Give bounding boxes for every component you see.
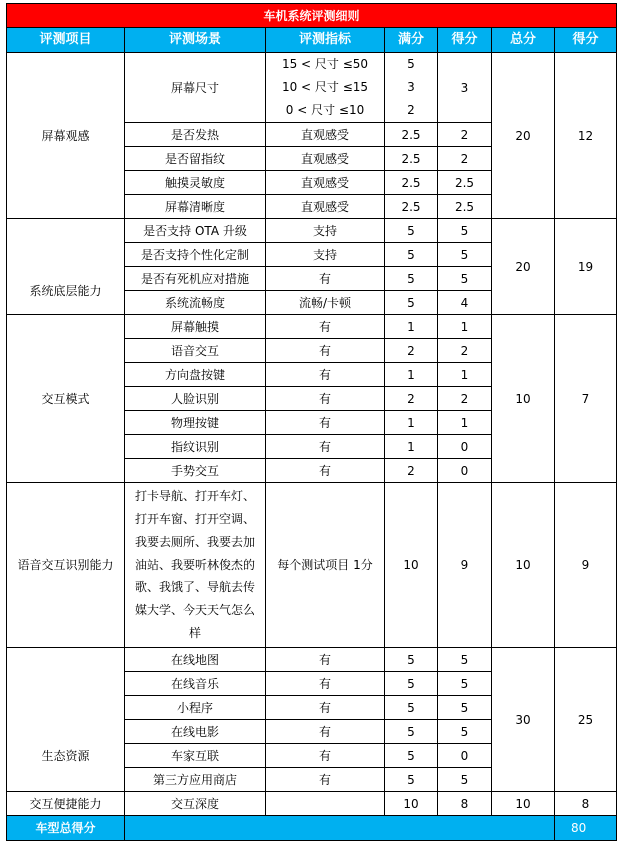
metric-cell: 有	[266, 744, 385, 768]
metric-cell: 有	[266, 387, 385, 411]
scene-cell: 屏幕触摸	[125, 315, 266, 339]
metric-cell: 有	[266, 696, 385, 720]
got-cell: 5	[438, 768, 492, 792]
table-row	[7, 315, 617, 339]
header-full-score: 满分	[385, 28, 438, 53]
metric-cell: 有	[266, 720, 385, 744]
total-cell: 20	[492, 219, 555, 315]
got-cell: 5	[438, 648, 492, 672]
header-got-score: 得分	[438, 28, 492, 53]
full-cell: 5	[385, 696, 438, 720]
scene-cell: 在线地图	[125, 648, 266, 672]
metric-cell: 有	[266, 768, 385, 792]
scene-cell: 触摸灵敏度	[125, 171, 266, 195]
scene-cell: 在线音乐	[125, 672, 266, 696]
got-cell: 0	[438, 459, 492, 483]
summary-value: 80	[555, 816, 617, 841]
got-cell: 1	[438, 363, 492, 387]
full-cell: 2	[385, 387, 438, 411]
got-cell: 3	[438, 53, 492, 123]
score-cell: 19	[555, 219, 617, 315]
full-cell: 5	[385, 219, 438, 243]
scene-cell: 是否支持 OTA 升级	[125, 219, 266, 243]
size-full: 2	[407, 103, 415, 117]
scene-cell: 是否发热	[125, 123, 266, 147]
got-cell: 2	[438, 339, 492, 363]
size-full: 3	[407, 80, 415, 94]
total-cell: 10	[492, 792, 555, 816]
full-cell: 5	[385, 243, 438, 267]
metric-cell	[266, 792, 385, 816]
total-cell: 30	[492, 648, 555, 792]
full-cell: 10	[385, 792, 438, 816]
header-total: 总分	[492, 28, 555, 53]
total-cell: 20	[492, 53, 555, 219]
score-cell: 12	[555, 53, 617, 219]
got-cell: 2.5	[438, 195, 492, 219]
scene-cell: 语音交互	[125, 339, 266, 363]
size-metric: 15 < 尺寸 ≤50	[281, 57, 369, 71]
header-metric: 评测指标	[266, 28, 385, 53]
full-cell: 1	[385, 435, 438, 459]
full-cell: 5	[385, 648, 438, 672]
project-cell: 交互便捷能力	[7, 792, 125, 816]
got-cell: 5	[438, 672, 492, 696]
full-cell: 2	[385, 339, 438, 363]
got-cell: 8	[438, 792, 492, 816]
score-cell: 9	[555, 483, 617, 648]
size-metric: 0 < 尺寸 ≤10	[285, 103, 365, 117]
full-cell: 1	[385, 411, 438, 435]
project-cell: 语音交互识别能力	[7, 483, 125, 648]
metric-cell: 直观感受	[266, 147, 385, 171]
scene-cell: 系统流畅度	[125, 291, 266, 315]
table-row	[7, 483, 617, 648]
metric-cell: 有	[266, 672, 385, 696]
header-total-score: 得分	[555, 28, 617, 53]
score-cell: 25	[555, 648, 617, 792]
full-cell: 5	[385, 768, 438, 792]
scene-cell: 小程序	[125, 696, 266, 720]
header-row	[7, 28, 617, 53]
metric-cell: 有	[266, 339, 385, 363]
table-row	[7, 219, 617, 243]
total-cell: 10	[492, 315, 555, 483]
full-cell: 5	[385, 744, 438, 768]
scene-cell: 交互深度	[125, 792, 266, 816]
metric-cell: 有	[266, 648, 385, 672]
got-cell: 5	[438, 219, 492, 243]
scene-cell: 手势交互	[125, 459, 266, 483]
scene-cell: 人脸识别	[125, 387, 266, 411]
scene-cell: 是否有死机应对措施	[125, 267, 266, 291]
full-cell: 1	[385, 315, 438, 339]
project-cell: 系统底层能力	[7, 219, 125, 315]
metric-cell: 有	[266, 435, 385, 459]
full-cell: 5	[385, 720, 438, 744]
full-cell: 1	[385, 363, 438, 387]
score-cell: 7	[555, 315, 617, 483]
metric-cell: 有	[266, 267, 385, 291]
full-cell: 2.5	[385, 195, 438, 219]
total-cell: 10	[492, 483, 555, 648]
score-cell: 8	[555, 792, 617, 816]
project-cell: 交互模式	[7, 315, 125, 483]
metric-cell: 支持	[266, 219, 385, 243]
got-cell: 2	[438, 123, 492, 147]
size-full: 5	[407, 57, 415, 71]
got-cell: 0	[438, 744, 492, 768]
scene-cell: 是否留指纹	[125, 147, 266, 171]
got-cell: 5	[438, 696, 492, 720]
metric-cell: 直观感受	[266, 123, 385, 147]
full-cell: 2.5	[385, 123, 438, 147]
scene-cell: 车家互联	[125, 744, 266, 768]
scene-cell: 指纹识别	[125, 435, 266, 459]
got-cell: 2	[438, 147, 492, 171]
metric-cell: 有	[266, 411, 385, 435]
project-cell: 屏幕观感	[7, 53, 125, 219]
metric-cell: 直观感受	[266, 171, 385, 195]
summary-label: 车型总得分	[7, 816, 125, 841]
scene-cell: 方向盘按键	[125, 363, 266, 387]
scene-cell: 物理按键	[125, 411, 266, 435]
header-project: 评测项目	[7, 28, 125, 53]
got-cell: 5	[438, 243, 492, 267]
metric-cell: 有	[266, 363, 385, 387]
table-row	[7, 53, 617, 123]
full-cell: 2	[385, 459, 438, 483]
table-row	[7, 648, 617, 672]
project-cell: 生态资源	[7, 648, 125, 792]
metric-cell: 直观感受	[266, 195, 385, 219]
metric-cell	[266, 53, 385, 123]
scene-cell: 是否支持个性化定制	[125, 243, 266, 267]
got-cell: 0	[438, 435, 492, 459]
header-scene: 评测场景	[125, 28, 266, 53]
full-cell: 10	[385, 483, 438, 648]
got-cell: 5	[438, 267, 492, 291]
got-cell: 9	[438, 483, 492, 648]
scene-cell: 在线电影	[125, 720, 266, 744]
full-cell: 2.5	[385, 171, 438, 195]
got-cell: 4	[438, 291, 492, 315]
metric-cell: 支持	[266, 243, 385, 267]
summary-blank	[125, 816, 555, 841]
scene-cell: 屏幕清晰度	[125, 195, 266, 219]
got-cell: 2	[438, 387, 492, 411]
full-cell	[385, 53, 438, 123]
got-cell: 5	[438, 720, 492, 744]
size-metric: 10 < 尺寸 ≤15	[281, 80, 369, 94]
scene-cell: 打卡导航、打开车灯、打开车窗、打开空调、我要去厕所、我要去加油站、我要听林俊杰的歌、我饿了、导航去传媒大学、今天天气怎么样	[125, 483, 266, 648]
scene-cell: 屏幕尺寸	[125, 53, 266, 123]
full-cell: 5	[385, 267, 438, 291]
metric-cell: 有	[266, 315, 385, 339]
metric-cell: 流畅/卡顿	[266, 291, 385, 315]
got-cell: 2.5	[438, 171, 492, 195]
full-cell: 2.5	[385, 147, 438, 171]
metric-cell: 每个测试项目 1分	[266, 483, 385, 648]
got-cell: 1	[438, 411, 492, 435]
full-cell: 5	[385, 672, 438, 696]
table-title: 车机系统评测细则	[7, 4, 617, 28]
summary-row	[7, 816, 617, 841]
metric-cell: 有	[266, 459, 385, 483]
full-cell: 5	[385, 291, 438, 315]
got-cell: 1	[438, 315, 492, 339]
scene-cell: 第三方应用商店	[125, 768, 266, 792]
table-row	[7, 792, 617, 816]
evaluation-table	[6, 3, 617, 841]
